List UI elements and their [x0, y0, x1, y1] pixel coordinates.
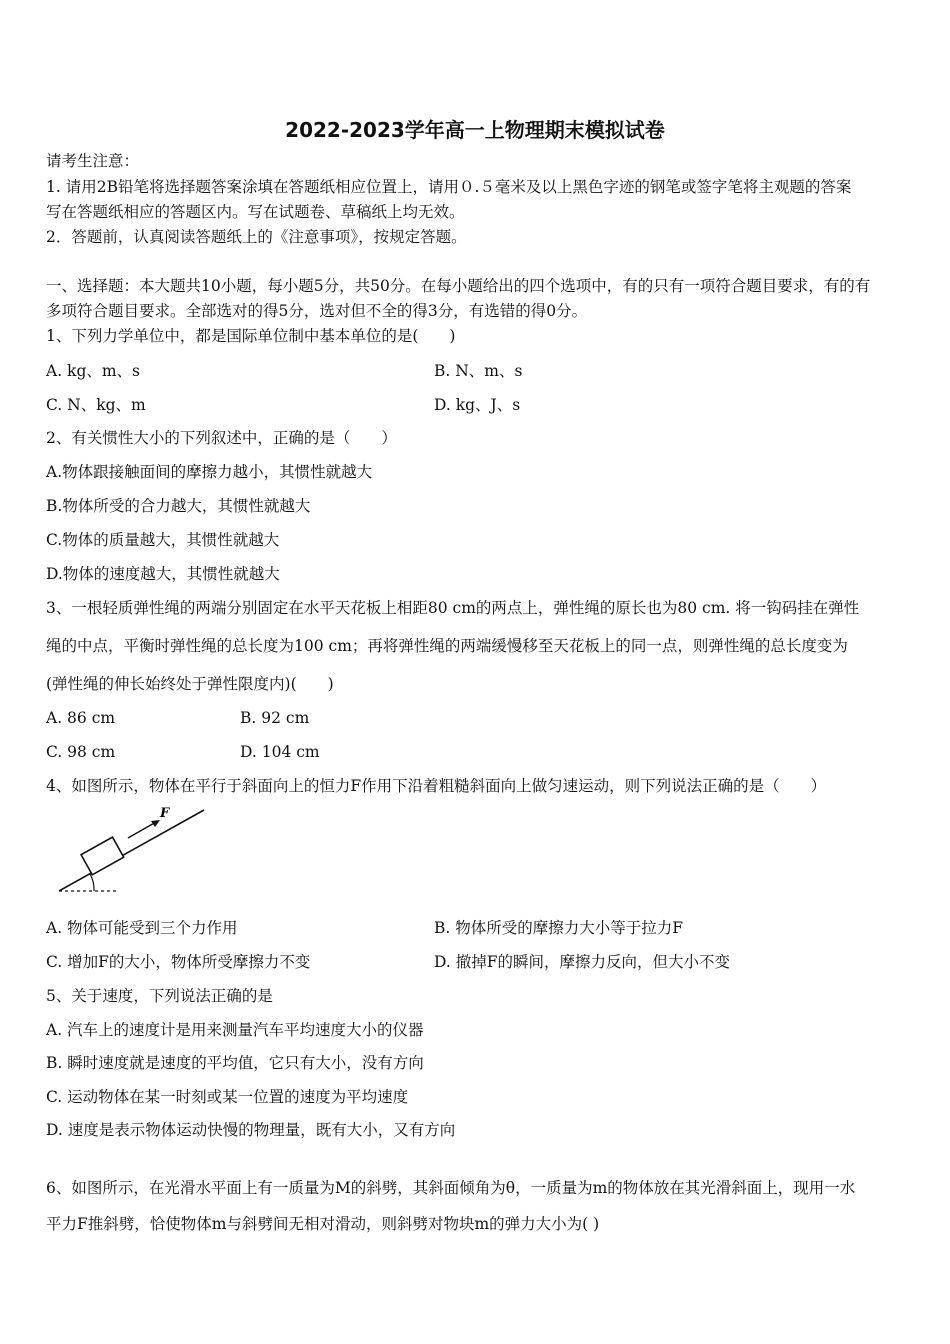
q3-line-1: 3、一根轻质弹性绳的两端分别固定在水平天花板上相距80 cm的两点上，弹性绳的原长也为80 cm. 将一钩码挂在弹性	[46, 599, 860, 617]
q4-option-d: D. 撤掉F的瞬间，摩擦力反向，但大小不变	[434, 953, 730, 971]
notice-line-2: 2．答题前，认真阅读答题纸上的《注意事项》，按规定答题。	[46, 228, 467, 246]
q6-line-1: 6、如图所示，在光滑水平面上有一质量为M的斜劈，其斜面倾角为θ，一质量为m的物体放在其光滑斜面上，现用一水	[46, 1179, 856, 1197]
q3-option-d: D. 104 cm	[240, 743, 320, 761]
q1-option-b: B. N、m、s	[434, 362, 523, 380]
incline-figure	[56, 802, 216, 900]
notice-line-1a: 1. 请用2B铅笔将选择题答案涂填在答题纸相应位置上，请用０.５毫米及以上黑色字迹的钢笔或签字笔将主观题的答案	[46, 178, 852, 196]
q5-option-d: D. 速度是表示物体运动快慢的物理量，既有大小，又有方向	[46, 1121, 456, 1139]
q2-option-b: B.物体所受的合力越大，其惯性就越大	[46, 497, 311, 515]
section-intro-line-2: 多项符合题目要求。全部选对的得5分，选对但不全的得3分，有选错的得0分。	[46, 302, 588, 320]
incline-diagram	[56, 802, 216, 896]
force-label: F	[160, 806, 170, 821]
force-arrow	[128, 822, 156, 838]
q3-option-c: C. 98 cm	[46, 743, 116, 761]
exam-title: 2022-2023学年高一上物理期末模拟试卷	[285, 118, 665, 142]
q3-line-2: 绳的中点，平衡时弹性绳的总长度为100 cm；再将弹性绳的两端缓慢移至天花板上的同一点，则弹性绳的总长度变为	[46, 637, 848, 655]
block	[81, 837, 124, 875]
q1-option-c: C. N、kg、m	[46, 396, 146, 414]
q1-option-d: D. kg、J、s	[434, 396, 521, 414]
q3-option-a: A. 86 cm	[46, 709, 116, 727]
q3-option-b: B. 92 cm	[240, 709, 310, 727]
q4-option-c: C. 增加F的大小，物体所受摩擦力不变	[46, 953, 311, 971]
q1-stem: 1、下列力学单位中，都是国际单位制中基本单位的是( )	[46, 327, 456, 345]
q1-option-a: A. kg、m、s	[46, 362, 141, 380]
q2-stem: 2、有关惯性大小的下列叙述中，正确的是（ ）	[46, 429, 397, 447]
q2-option-a: A.物体跟接触面间的摩擦力越小，其惯性就越大	[46, 463, 373, 481]
q6-line-2: 平力F推斜劈，恰使物体m与斜劈间无相对滑动，则斜劈对物块m的弹力大小为( )	[46, 1215, 600, 1233]
q5-option-a: A. 汽车上的速度计是用来测量汽车平均速度大小的仪器	[46, 1021, 424, 1039]
q4-option-a: A. 物体可能受到三个力作用	[46, 919, 238, 937]
angle-arc	[90, 874, 94, 891]
notice-header: 请考生注意：	[46, 152, 140, 170]
q5-option-b: B. 瞬时速度就是速度的平均值，它只有大小，没有方向	[46, 1054, 424, 1072]
q4-stem: 4、如图所示，物体在平行于斜面向上的恒力F作用下沿着粗糙斜面向上做匀速运动，则下列说法正确的是（ ）	[46, 777, 827, 795]
q2-option-d: D.物体的速度越大，其惯性就越大	[46, 565, 280, 583]
q4-option-b: B. 物体所受的摩擦力大小等于拉力F	[434, 919, 684, 937]
notice-line-1b: 写在答题纸相应的答题区内。写在试题卷、草稿纸上均无效。	[46, 203, 465, 221]
section-intro-line-1: 一、选择题：本大题共10小题，每小题5分，共50分。在每小题给出的四个选项中，有的只有一项符合题目要求，有的有	[46, 277, 871, 295]
q2-option-c: C.物体的质量越大，其惯性就越大	[46, 531, 280, 549]
q5-option-c: C. 运动物体在某一时刻或某一位置的速度为平均速度	[46, 1088, 409, 1106]
q5-stem: 5、关于速度，下列说法正确的是	[46, 987, 273, 1005]
q3-line-3: (弹性绳的伸长始终处于弹性限度内)( )	[46, 675, 334, 693]
incline-surface	[59, 810, 204, 891]
